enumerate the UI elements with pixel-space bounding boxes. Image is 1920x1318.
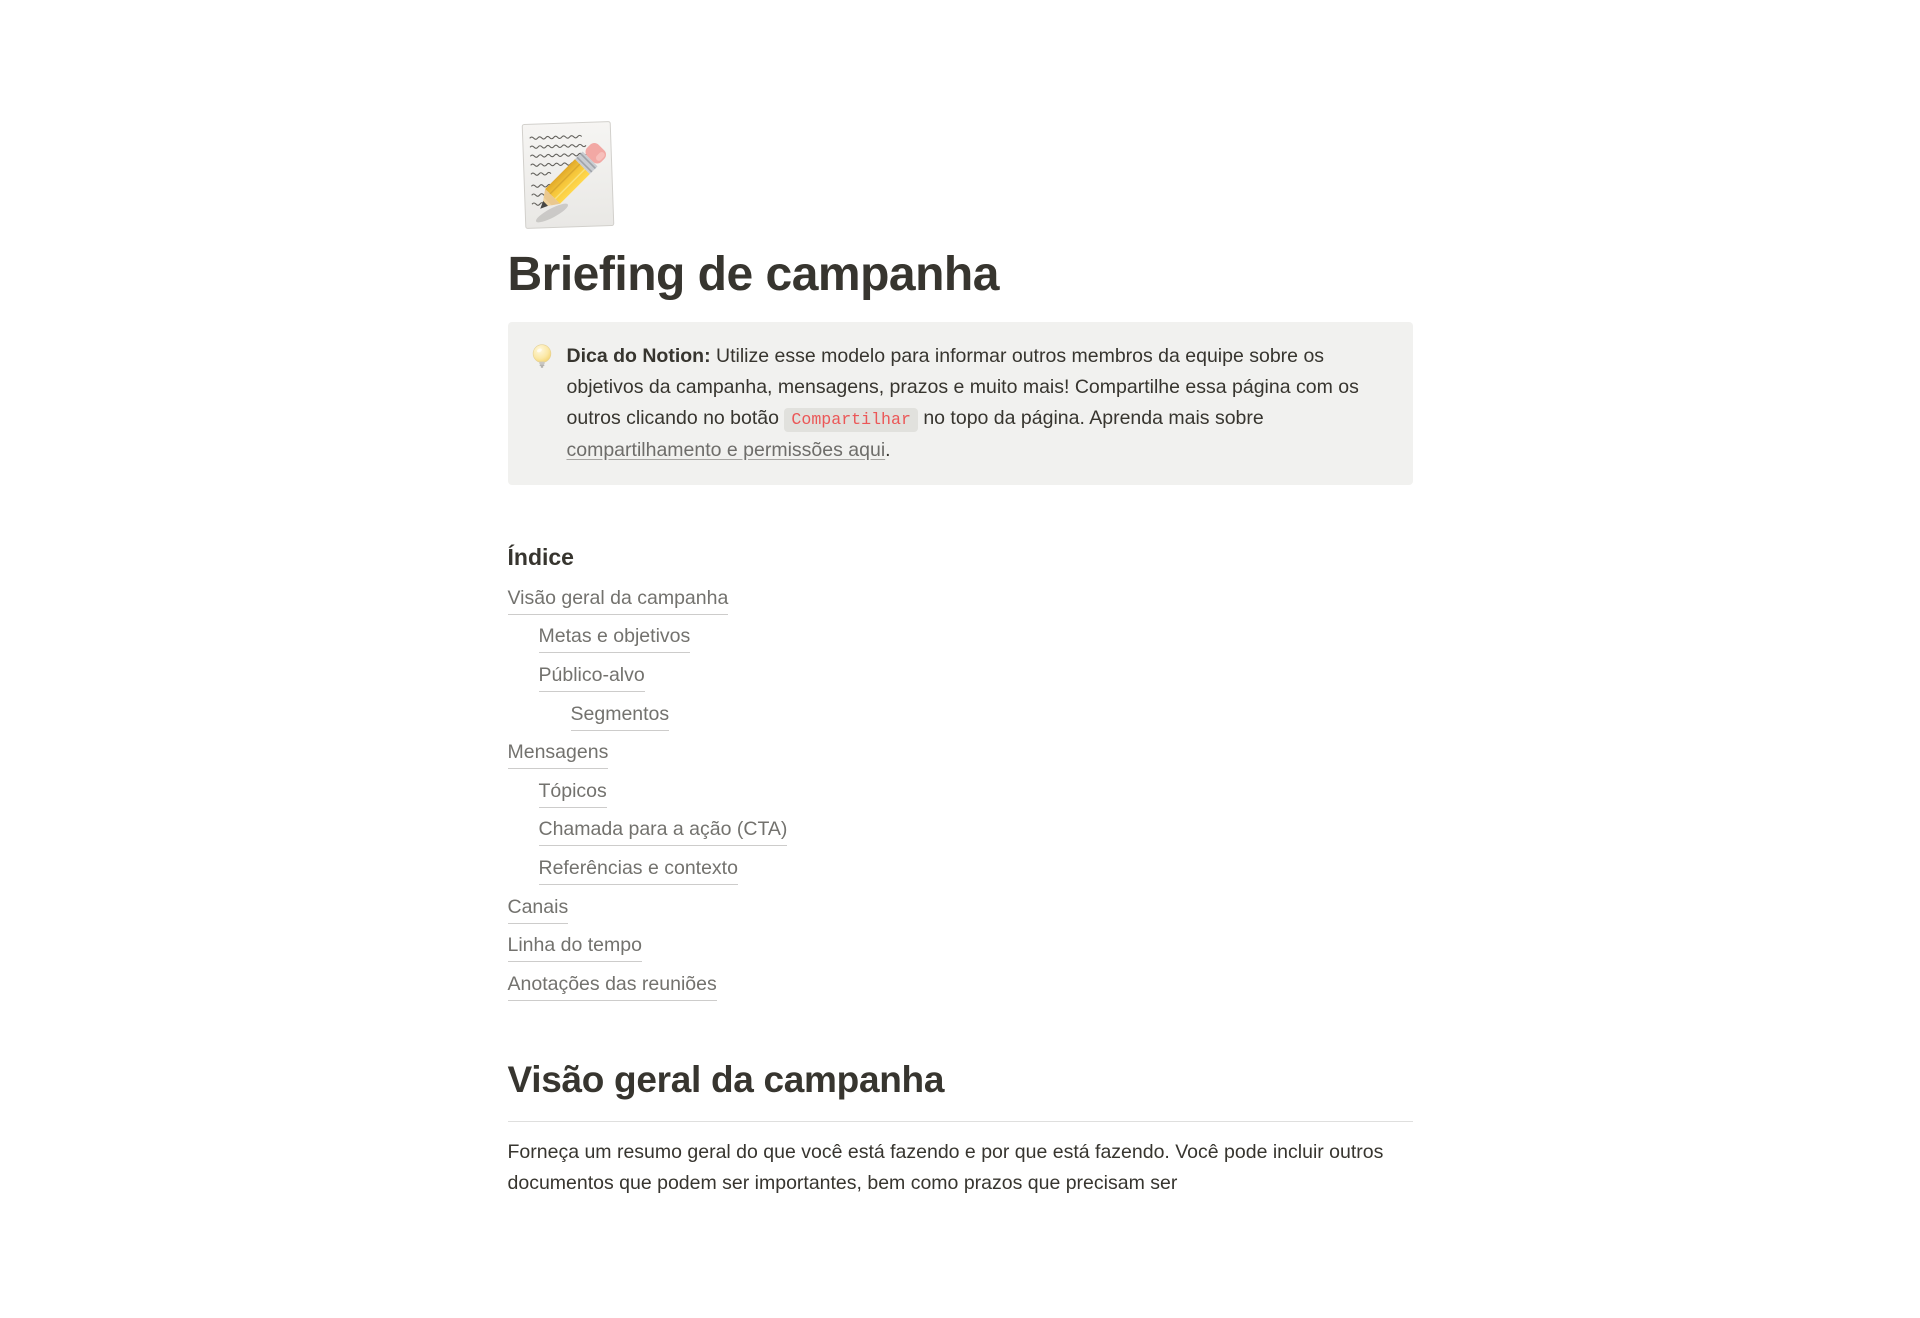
toc-item[interactable] — [508, 927, 1413, 966]
callout-text-1: Utilize esse modelo para informar outros membros da equipe sobre os objetivos da campanha, mensagens, prazos e muito mais! Compartilhe essa página com os outros clicando no botão — [566, 345, 1359, 429]
toc-link[interactable]: Referências e contexto — [539, 854, 738, 885]
page-icon[interactable] — [518, 119, 618, 231]
toc-link[interactable]: Segmentos — [571, 700, 670, 731]
toc-item[interactable] — [508, 889, 1413, 928]
toc-link[interactable]: Metas e objetivos — [539, 622, 691, 653]
section-heading-visao-geral: Visão geral da campanha — [507, 1058, 945, 1100]
toc-item[interactable] — [508, 696, 1413, 735]
toc-link[interactable]: Mensagens — [508, 738, 609, 769]
toc-heading: Índice — [507, 544, 574, 570]
toc-item[interactable] — [508, 966, 1413, 1005]
callout-bold-prefix: Dica do Notion: — [566, 345, 711, 367]
page-content — [508, 119, 1413, 1200]
toc-link[interactable]: Canais — [508, 893, 569, 924]
section-paragraph: Forneça um resumo geral do que você está fazendo e por que está fazendo. Você pode incluir outros documentos que podem ser importantes, bem como prazos que precisam ser — [507, 1140, 1384, 1195]
lightbulb-icon — [529, 343, 555, 369]
toc-link[interactable]: Tópicos — [539, 777, 607, 808]
callout-text — [567, 341, 1393, 466]
callout-text-2: no topo da página. Aprenda mais sobre — [917, 407, 1264, 429]
toc-item[interactable] — [508, 812, 1413, 851]
toc-link[interactable]: Chamada para a ação (CTA) — [539, 815, 788, 846]
toc-item[interactable] — [508, 734, 1413, 773]
toc-item[interactable] — [508, 850, 1413, 889]
toc-item[interactable] — [508, 580, 1413, 619]
toc-link[interactable]: Público-alvo — [539, 661, 645, 692]
table-of-contents — [508, 580, 1413, 1005]
toc-link[interactable]: Visão geral da campanha — [508, 584, 729, 615]
sharing-permissions-link[interactable]: compartilhamento e permissões aqui — [566, 439, 886, 461]
callout-text-3: . — [885, 439, 891, 461]
toc-item[interactable] — [508, 773, 1413, 812]
memo-pencil-icon — [518, 119, 618, 231]
toc-item[interactable] — [508, 619, 1413, 658]
share-button-chip: Compartilhar — [784, 408, 918, 432]
toc-link[interactable]: Linha do tempo — [508, 931, 642, 962]
toc-item[interactable] — [508, 657, 1413, 696]
notion-tip-callout — [508, 322, 1413, 485]
toc-link[interactable]: Anotações das reuniões — [508, 970, 717, 1001]
page-title: Briefing de campanha — [507, 248, 999, 301]
divider — [508, 1121, 1413, 1122]
